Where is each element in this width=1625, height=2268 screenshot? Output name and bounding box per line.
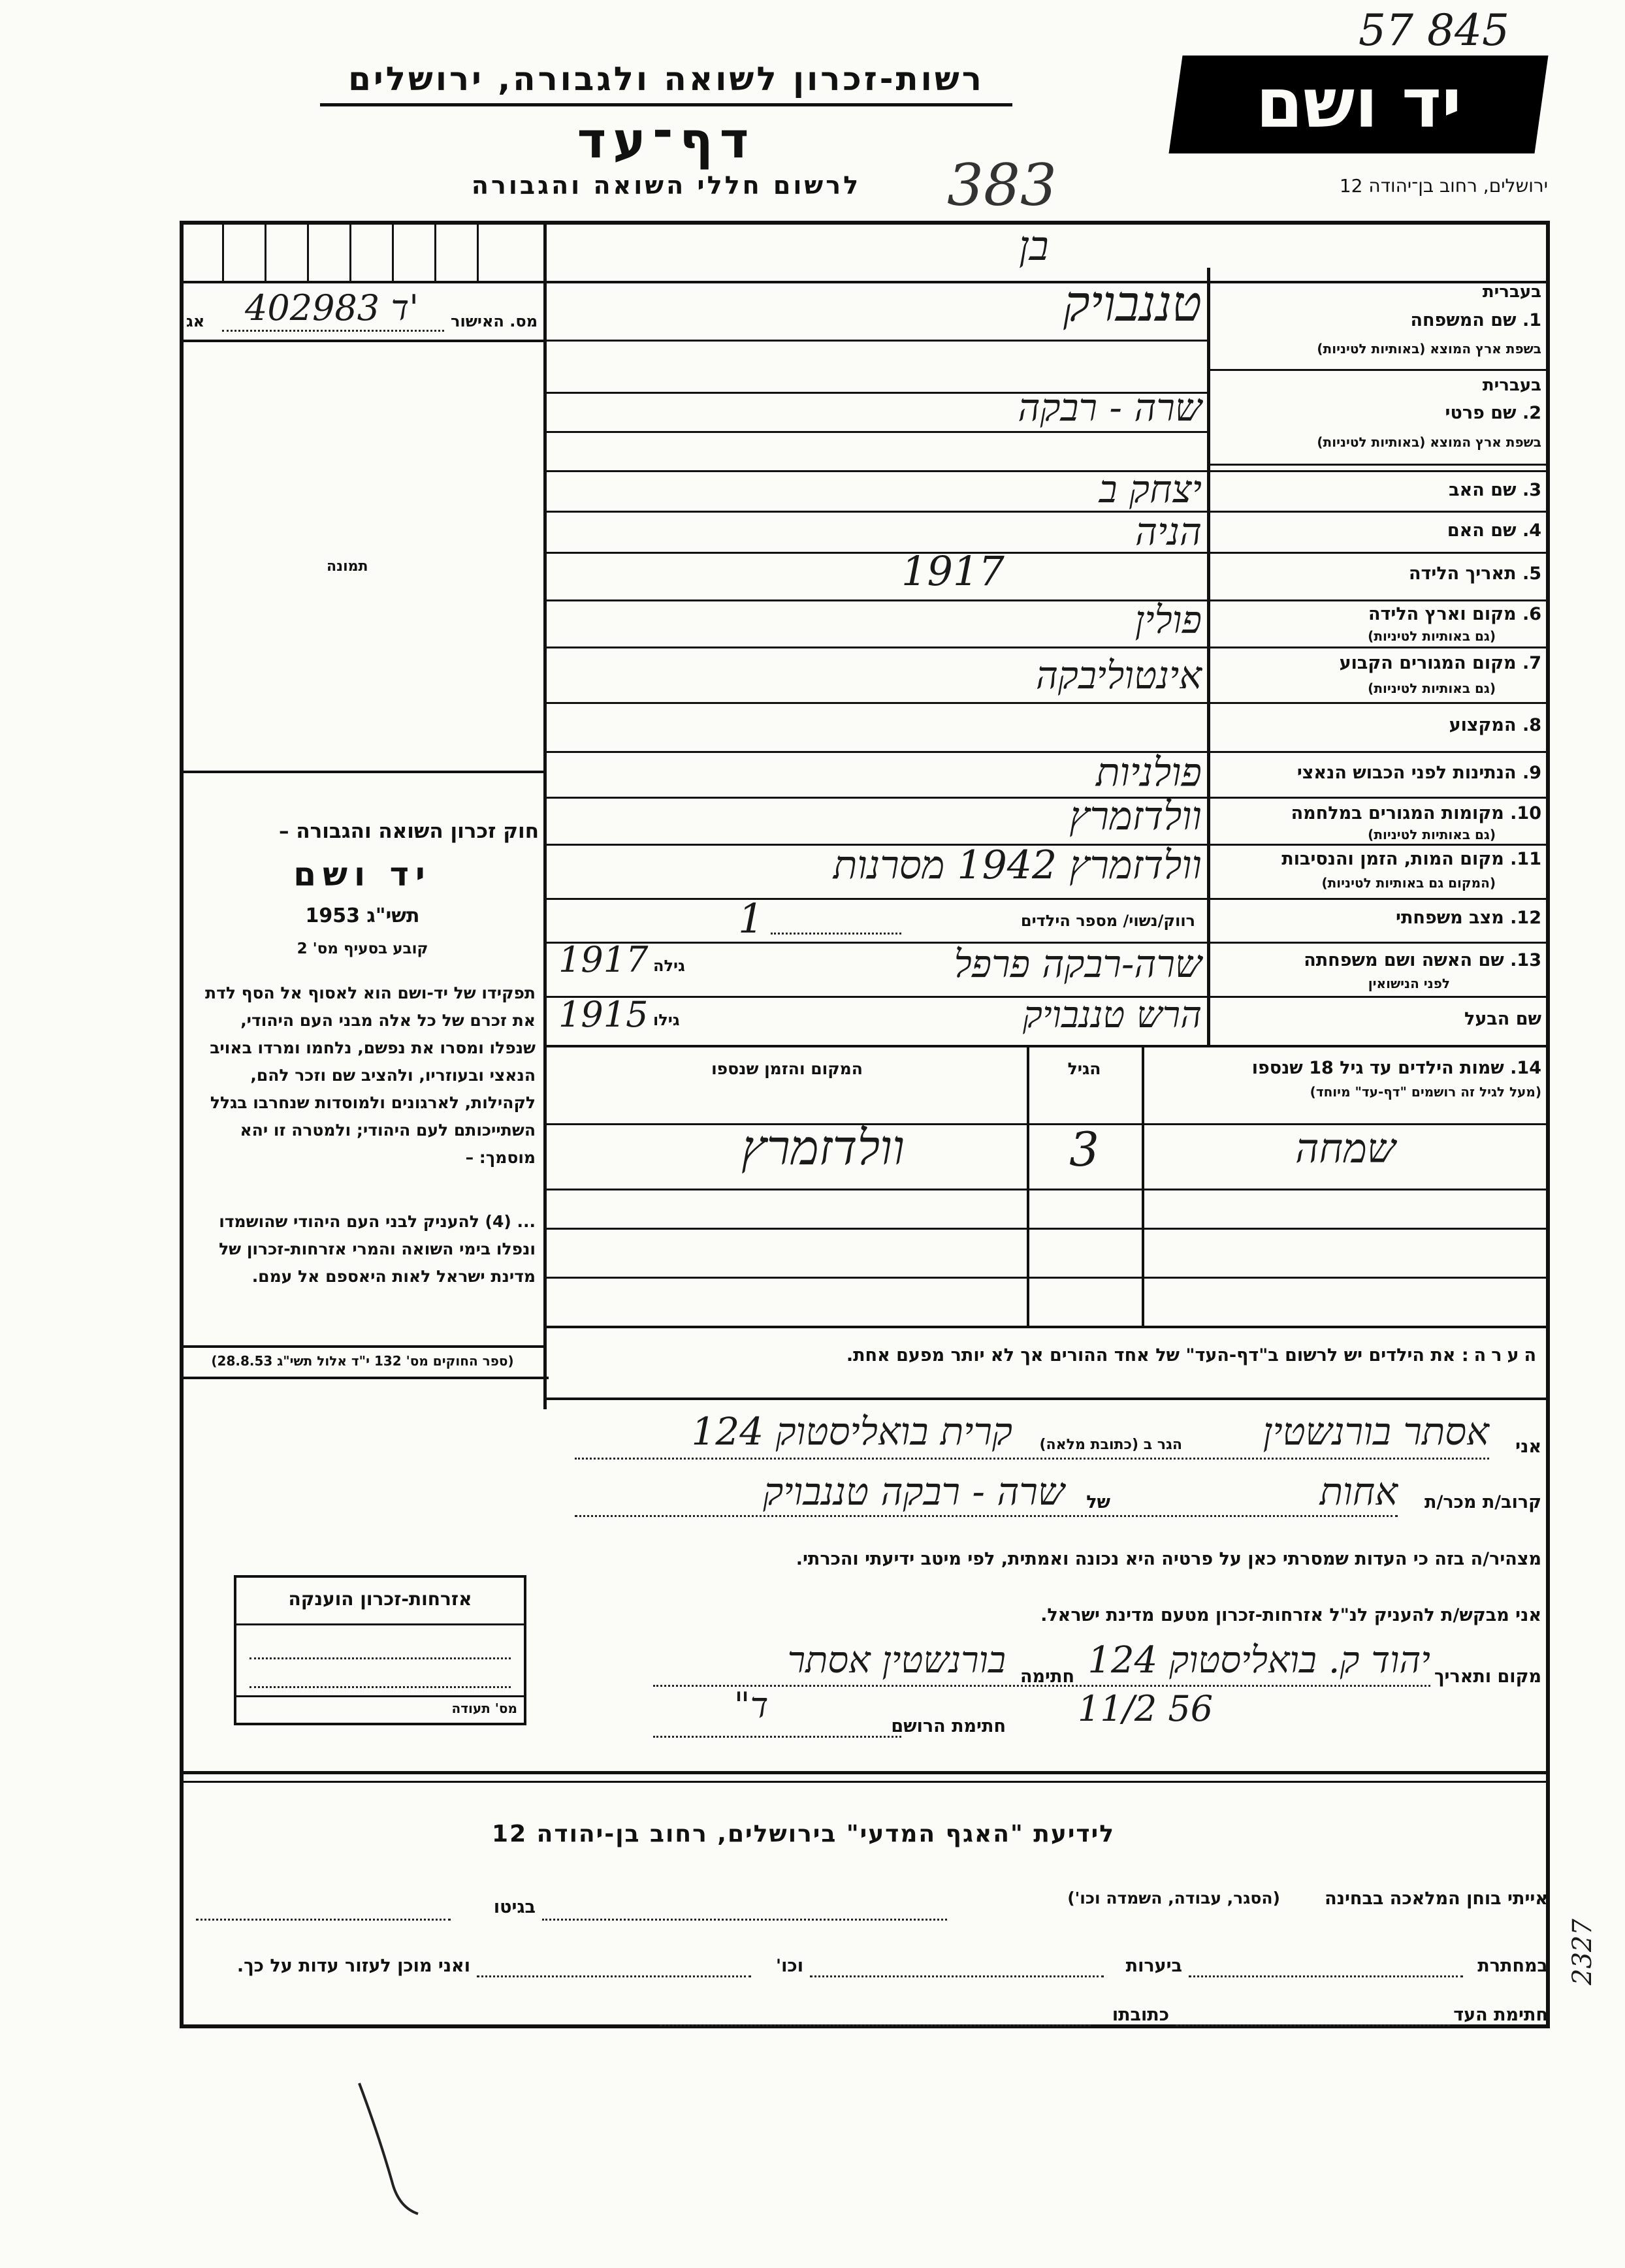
relative-label: קרוב/ת מכר/ת — [1424, 1492, 1541, 1512]
field-7-value[interactable]: אינטוליבקה — [1035, 653, 1202, 697]
law-year: תשי"ג 1953 — [305, 904, 420, 927]
label-column-divider — [1207, 268, 1210, 1045]
law-citation: (ספר החוקים מס' 132 י"ד אלול תשי"ג 28.8.53) — [211, 1353, 514, 1369]
remark — [555, 1345, 1541, 1366]
field-3-num: 3. — [1522, 480, 1541, 500]
field-10-value[interactable]: וולדזמרץ — [1069, 793, 1202, 839]
address: ירושלים, רחוב בן־יהודה 12 — [1339, 175, 1548, 197]
law-text: תפקידו של יד-ושם הוא לאסוף אל הסף לדת את זכרם של כל אלה מבני העם היהודי, שנפלו ומסרו את נפשם, נלחמו ומרדו באויב הנאצי ובעוזריו, ולהציב שם וזכר להם, לקהילות, לארגונים ולמוסדות שנחרבו בגלל השתייכותם לעם היהודי; ולמטרה זו יהא מוסמך: – — [205, 983, 536, 1167]
footer-line1-c: בגיטו — [493, 1897, 536, 1917]
children-title-text: שמות הילדים עד גיל 18 שנספו — [1251, 1058, 1504, 1078]
left-panel-divider — [543, 221, 547, 1409]
child-name[interactable]: שמחה — [1295, 1125, 1396, 1172]
field-9-name: הנתינות לפני הכבוש הנאצי — [1296, 763, 1517, 783]
field-12-value[interactable]: 1 — [738, 895, 764, 942]
children-note: (מעל לגיל זה רושמים "דף-עד" מיוחד) — [1310, 1084, 1541, 1100]
footer-line3-b: כתובתו — [1112, 2005, 1169, 2025]
field-6-sub: (גם באותיות לטיניות) — [1368, 628, 1496, 644]
field-12-num: 12. — [1510, 908, 1541, 928]
field-9-value[interactable]: פולניות — [1095, 750, 1202, 795]
field-4-label — [1215, 520, 1541, 541]
pen-stroke-mark — [353, 2077, 431, 2220]
photo-label: תמונה — [327, 558, 368, 575]
field-4-num: 4. — [1522, 520, 1541, 541]
law-name: יד ושם — [293, 855, 432, 893]
husband-label: שם הבעל — [1464, 1009, 1541, 1029]
footer-line3-a: חתימת העד — [1453, 2005, 1548, 2025]
field-6-name: מקום וארץ הלידה — [1368, 604, 1517, 624]
field-6-value[interactable]: פולין — [1134, 598, 1202, 642]
declarant-name[interactable]: אסתר בורנשטין — [1263, 1409, 1489, 1454]
footer-line1-b: (הסגר, עבודה, השמדה וכו') — [1067, 1889, 1280, 1908]
signature-value[interactable]: בורנשטין אסתר — [787, 1639, 1006, 1682]
wife-age-value[interactable]: 1917 — [558, 939, 649, 980]
citizenship-box-number-label: מס' תעודה — [451, 1701, 517, 1716]
field-10-label — [1215, 803, 1541, 823]
field-10-num: 10. — [1510, 803, 1541, 823]
footer-line1-a: אייתי בוחן המלאכה בבחינה — [1325, 1889, 1548, 1909]
footer-notice: לידיעת "האגף המדעי" בירושלים, רחוב בן-יהודה 12 — [492, 1821, 1115, 1847]
field-3-label — [1215, 480, 1541, 500]
field-6-label — [1215, 604, 1541, 624]
footer-line1-field[interactable] — [542, 1919, 947, 1921]
field-13-num: 13. — [1510, 950, 1541, 970]
citizenship-box-title: אזרחות-זכרון הוענקה — [288, 1588, 472, 1610]
certificate-underline — [222, 330, 444, 332]
field-2-name: שם פרטי — [1445, 403, 1517, 423]
remark-text: את הילדים יש לרשום ב"דף-העד" של אחד ההורים אך לא יותר מפעם אחת. — [846, 1345, 1456, 1366]
relative-name[interactable]: שרה - רבקה טננבויק — [763, 1469, 1065, 1514]
top-handwritten-number: 57 845 — [1359, 5, 1509, 56]
field-8-name: המקצוע — [1449, 715, 1517, 735]
decl-resident: הגר ב (כתובת מלאה) — [1039, 1437, 1182, 1453]
certificate-label: מס. האישור — [451, 312, 538, 330]
field-4-name: שם האם — [1447, 520, 1517, 541]
field-9-label — [1215, 763, 1541, 783]
field-6-num: 6. — [1522, 604, 1541, 624]
decl-statement: מצהיר/ה בזה כי העדות שמסרתי כאן על פרטיה היא נכונה ואמתית, לפי מיטב ידיעתי והכרתי. — [796, 1549, 1541, 1569]
field-8-label — [1215, 715, 1541, 735]
field-5-value[interactable]: 1917 — [901, 547, 1005, 595]
field-11-value[interactable]: וולדזמרץ 1942 מסרנות — [833, 842, 1202, 888]
place-date-label: מקום ותאריך — [1434, 1667, 1541, 1687]
field-12-label — [1215, 908, 1541, 928]
footer-divider-2 — [180, 1781, 1550, 1783]
corner-mark: 2327 — [1568, 1919, 1598, 1985]
citizenship-box — [234, 1575, 526, 1725]
law-text-2: ... (4) להעניק לבני העם היהודי שהושמדו ונפלו בימי השואה והמרי אזרחות-זכרון של מדינת ישראל לאות היאספם אל עמם. — [219, 1212, 536, 1286]
field-1-sub: בשפת ארץ המוצא (באותיות לטיניות) — [1317, 341, 1541, 357]
field-2-tag: בעברית — [1482, 375, 1541, 395]
wife-age-label: גילה — [653, 957, 685, 975]
children-col-place: המקום והזמן שנספו — [711, 1059, 863, 1078]
stamp-number: 383 — [947, 152, 1057, 219]
field-3-value[interactable]: יצחק ב — [1099, 467, 1202, 511]
date-value[interactable]: 11/2 56 — [1078, 1688, 1214, 1729]
field-12-name: מצב משפחתי — [1396, 908, 1504, 928]
field-5-num: 5. — [1522, 564, 1541, 584]
place-date-value[interactable]: יהוד ק. בואליסטוק 124 — [1087, 1639, 1430, 1682]
law-section: קובע בסעיף מס' 2 — [297, 940, 428, 957]
decl-request: אני מבקש/ת להעניק לנ"ל אזרחות-זכרון מטעם מדינת ישראל. — [1040, 1605, 1541, 1625]
form-title: דף־עד — [577, 111, 756, 169]
field-2-label — [1215, 403, 1541, 423]
field-10-sub: (גם באותיות לטיניות) — [1368, 827, 1496, 842]
recorder-label: חתימת הרושם — [891, 1716, 1006, 1736]
logo-text: יד ושם — [1255, 63, 1462, 143]
field-13-label — [1215, 950, 1541, 970]
field-5-label — [1215, 564, 1541, 584]
husband-age-value[interactable]: 1915 — [558, 994, 649, 1035]
field-13-name: שם האשה ושם משפחתה — [1304, 950, 1504, 970]
footer-divider-1 — [180, 1771, 1550, 1774]
children-col-age: הגיל — [1067, 1059, 1101, 1078]
marital-options: רווק/נשוי/ מספר הילדים — [1020, 912, 1195, 930]
field-2-num: 2. — [1522, 403, 1541, 423]
children-num: 14. — [1510, 1058, 1541, 1078]
decl-ani: אני — [1515, 1437, 1541, 1457]
footer-line2-d: ואני מוכן לעזור עדות על כך. — [236, 1956, 470, 1976]
field-1-label — [1215, 310, 1541, 330]
field-7-name: מקום המגורים הקבוע — [1339, 653, 1517, 673]
certificate-prefix: אג — [186, 312, 205, 330]
field-7-sub: (גם באותיות לטיניות) — [1368, 680, 1496, 696]
field-4-value[interactable]: הניה — [1134, 509, 1202, 554]
field-13-sub: לפני הנישואין — [1368, 976, 1450, 991]
relation-value[interactable]: אחות — [1319, 1469, 1398, 1514]
field-1-name: שם המשפחה — [1410, 310, 1517, 330]
field-11-name: מקום המות, הזמן והנסיבות — [1281, 849, 1504, 869]
field-1-value[interactable]: טננבויק — [1063, 274, 1202, 332]
field-2-sub: בשפת ארץ המוצא (באותיות לטיניות) — [1317, 434, 1541, 450]
declarant-address[interactable]: קרית בואליסטוק 124 — [691, 1409, 1012, 1454]
field-5-name: תאריך הלידה — [1408, 564, 1517, 584]
child-place[interactable]: וולדזמרץ — [741, 1120, 905, 1176]
field-2-value[interactable]: שרה - רבקה — [1018, 385, 1202, 430]
law-title: חוק זכרון השואה והגבורה – — [279, 820, 539, 843]
child-age[interactable]: 3 — [1069, 1122, 1099, 1177]
form-subtitle: לרשום חללי השואה והגבורה — [471, 171, 861, 200]
certificate-value: 402983 ד' — [245, 287, 419, 328]
footer-line2-b: ביערות — [1125, 1956, 1182, 1976]
field-7-label — [1215, 653, 1541, 673]
husband-value[interactable]: הרש טננבויק — [1023, 994, 1202, 1036]
husband-age-label: גילו — [653, 1011, 680, 1029]
recorder-signature[interactable]: ד" — [733, 1685, 769, 1726]
mark-ben: בן — [1019, 222, 1049, 270]
footer-line2-a: במחתרת — [1477, 1956, 1548, 1976]
logo-block — [1168, 56, 1548, 153]
field-11-num: 11. — [1510, 849, 1541, 869]
field-9-num: 9. — [1522, 763, 1541, 783]
footer-line2-c: וכו' — [775, 1956, 803, 1976]
field-8-num: 8. — [1522, 715, 1541, 735]
field-11-label — [1215, 849, 1541, 869]
decl-of: של — [1086, 1492, 1110, 1512]
authority-title: רשות-זכרון לשואה ולגבורה, ירושלים — [348, 60, 984, 98]
field-11-sub: (המקום גם באותיות לטיניות) — [1321, 875, 1496, 891]
field-13-value[interactable]: שרה-רבקה פרפל — [954, 942, 1202, 986]
field-10-name: מקומות המגורים במלחמה — [1291, 803, 1504, 823]
remark-label: הערה: — [1461, 1345, 1541, 1366]
field-1-tag: בעברית — [1482, 282, 1541, 302]
field-7-num: 7. — [1522, 653, 1541, 673]
authority-underline — [320, 103, 1012, 106]
field-1-num: 1. — [1522, 310, 1541, 330]
field-3-name: שם האב — [1449, 480, 1517, 500]
signature-label: חתימה — [1020, 1667, 1074, 1687]
children-title — [1150, 1058, 1541, 1078]
